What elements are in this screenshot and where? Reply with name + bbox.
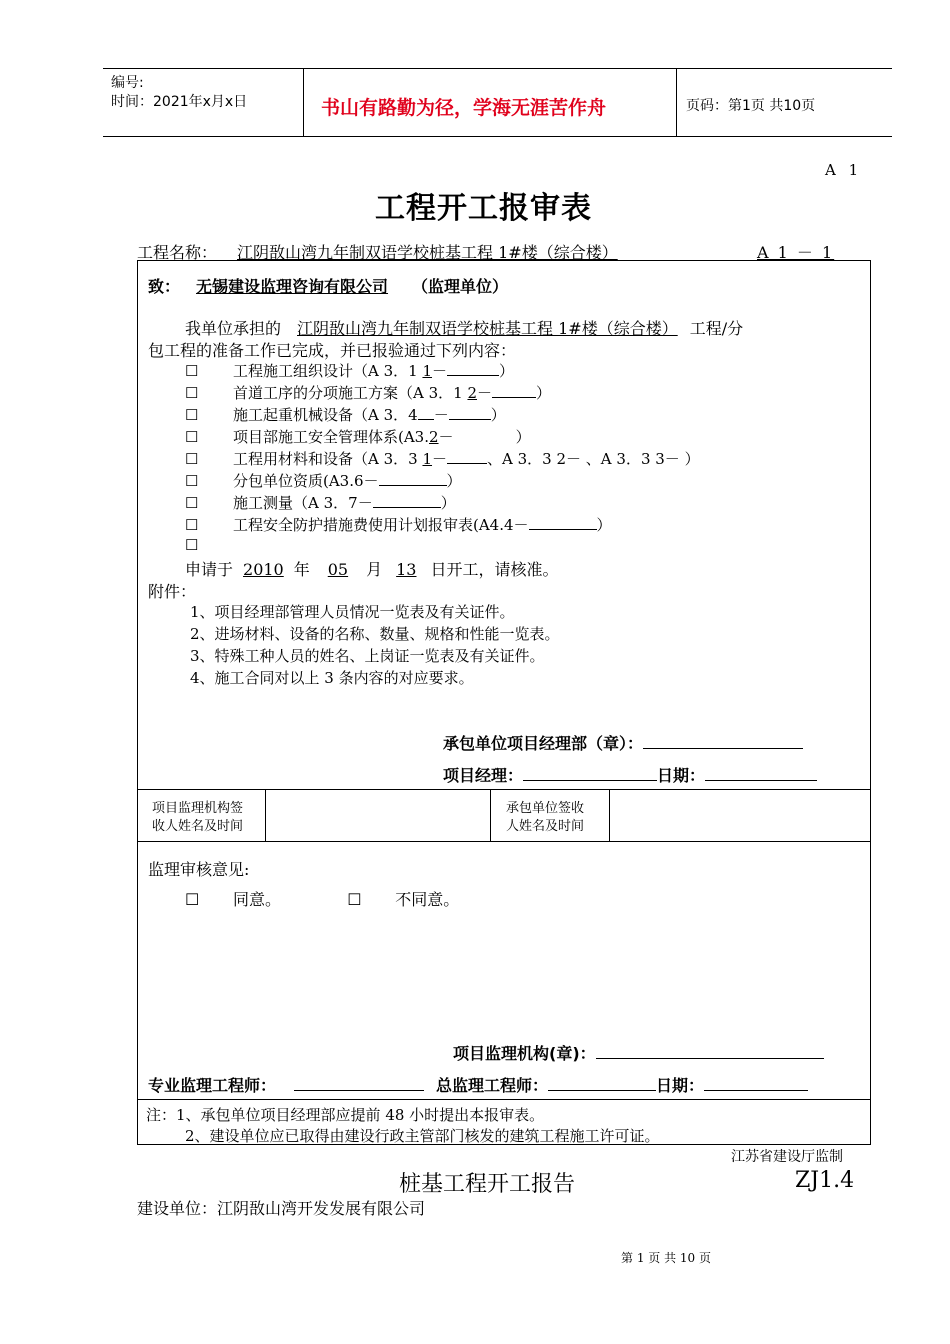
- checklist-item[interactable]: ☐ 项目部施工安全管理体系(A3.2－ ）: [185, 428, 531, 446]
- intro-line-1: 我单位承担的 江阴敔山湾九年制双语学校桩基工程 1#楼（综合楼） 工程/分: [185, 319, 744, 338]
- doc-time-label: 时间：2021年x月x日: [111, 94, 248, 110]
- apply-date: 申请于 2010 年 05 月 13 日开工，请核准。: [185, 560, 559, 579]
- attachment-item: 1、项目经理部管理人员情况一览表及有关证件。: [190, 603, 515, 621]
- contractor-receipt-field[interactable]: [610, 790, 870, 840]
- note-2: 2、建设单位应已取得由建设行政主管部门核发的建筑工程施工许可证。: [185, 1127, 660, 1145]
- checklist-item[interactable]: ☐ 首道工序的分项施工方案（A 3．1 2－ ）: [185, 384, 552, 402]
- checklist-item[interactable]: ☐ 分包单位资质(A3.6－ ）: [185, 472, 462, 490]
- pm-field[interactable]: [523, 766, 657, 781]
- supervisor-receipt-label: 项目监理机构签 收人姓名及时间: [152, 801, 244, 834]
- attachments-list: [190, 601, 560, 689]
- supervision-seal-field[interactable]: [596, 1044, 824, 1059]
- engineer-sign-line: 专业监理工程师： 总监理工程师： 日期：: [148, 1073, 808, 1096]
- checkbox-icon[interactable]: ☐: [185, 494, 199, 512]
- review-options: [185, 887, 459, 910]
- apply-month: 05: [327, 560, 349, 579]
- agree-checkbox-icon[interactable]: ☐: [185, 890, 200, 909]
- pm-date-field[interactable]: [705, 766, 817, 781]
- form-code: A 1: [825, 161, 863, 179]
- supervision-seal: 项目监理机构(章)：: [453, 1041, 824, 1064]
- checklist-item[interactable]: ☐ 工程施工组织设计（A 3．1 1－ ）: [185, 362, 515, 380]
- page-indicator: 页码：第1页 共10页: [686, 98, 816, 114]
- intro-line-2: 包工程的准备工作已完成，并已报验通过下列内容：: [148, 341, 517, 360]
- checklist-item[interactable]: ☐ 工程用材料和设备（A 3．3 1－ 、A 3．3 2－ 、A 3．3 3－ ）: [185, 450, 700, 468]
- issuer: 江苏省建设厅监制: [731, 1149, 843, 1165]
- attachments-label: 附件：: [148, 582, 197, 601]
- motto: 书山有路勤为径，学海无涯苦作舟: [321, 97, 607, 119]
- apply-year: 2010: [243, 560, 284, 579]
- addressee: [148, 274, 508, 297]
- specialist-field[interactable]: [294, 1076, 424, 1091]
- page-header: [103, 68, 892, 137]
- checkbox-icon[interactable]: ☐: [185, 536, 199, 554]
- project-label: 工程名称：: [137, 243, 218, 262]
- checklist-item[interactable]: ☐ 施工起重机械设备（A 3．4 － ）: [185, 406, 506, 424]
- form-number: A 1 － 1: [757, 243, 835, 262]
- form-title: 工程开工报审表: [375, 191, 592, 226]
- checklist-item[interactable]: ☐ 工程安全防护措施费使用计划报审表(A4.4－ ）: [185, 516, 612, 534]
- report-title: 桩基工程开工报告: [399, 1172, 576, 1197]
- checkbox-icon[interactable]: ☐: [185, 428, 199, 446]
- header-divider: [676, 69, 677, 136]
- contractor-seal-field[interactable]: [643, 734, 803, 749]
- attachment-item: 2、进场材料、设备的名称、数量、规格和性能一览表。: [190, 625, 560, 643]
- project-name: 江阴敔山湾九年制双语学校桩基工程 1#楼（综合楼）: [237, 243, 618, 262]
- apply-day: 13: [396, 560, 417, 579]
- disagree-checkbox-icon[interactable]: ☐: [347, 890, 362, 909]
- contractor-receipt-label: 承包单位签收 人姓名及时间: [506, 801, 585, 834]
- checkbox-icon[interactable]: ☐: [185, 516, 199, 534]
- doc-number-label: 编号:: [111, 75, 144, 91]
- footer-page: 第 1 页 共 10 页: [621, 1251, 711, 1265]
- checkbox-icon[interactable]: ☐: [185, 472, 199, 490]
- checklist-item[interactable]: ☐ 施工测量（A 3．7－ ）: [185, 494, 456, 512]
- to-label: 致：: [148, 277, 181, 296]
- agree-label: 同意。: [233, 890, 282, 909]
- report-owner: 建设单位：江阴敔山湾开发发展有限公司: [137, 1199, 426, 1218]
- report-code: ZJ1.4: [795, 1168, 855, 1193]
- checkbox-icon[interactable]: ☐: [185, 406, 199, 424]
- attachment-item: 4、施工合同对以上 3 条内容的对应要求。: [190, 669, 474, 687]
- supervisor-receipt-field[interactable]: [266, 790, 489, 840]
- checkbox-icon[interactable]: ☐: [185, 450, 199, 468]
- to-value: 无锡建设监理咨询有限公司: [196, 277, 389, 296]
- form-table: [137, 260, 871, 1145]
- review-date-field[interactable]: [704, 1076, 808, 1091]
- header-divider: [303, 69, 304, 136]
- review-label: 监理审核意见:: [148, 860, 250, 879]
- note-1: 注：1、承包单位项目经理部应提前 48 小时提出本报审表。: [146, 1106, 545, 1124]
- disagree-label: 不同意。: [395, 890, 460, 909]
- contractor-seal: 承包单位项目经理部（章）：: [443, 731, 803, 754]
- attachment-item: 3、特殊工种人员的姓名、上岗证一览表及有关证件。: [190, 647, 545, 665]
- to-suffix: （监理单位）: [412, 277, 509, 296]
- checkbox-icon[interactable]: ☐: [185, 362, 199, 380]
- checklist-item[interactable]: [185, 536, 233, 554]
- checkbox-icon[interactable]: ☐: [185, 384, 199, 402]
- intro-project: 江阴敔山湾九年制双语学校桩基工程 1#楼（综合楼）: [297, 319, 678, 338]
- chief-field[interactable]: [548, 1076, 656, 1091]
- pm-sign-line: 项目经理： 日期：: [443, 763, 817, 786]
